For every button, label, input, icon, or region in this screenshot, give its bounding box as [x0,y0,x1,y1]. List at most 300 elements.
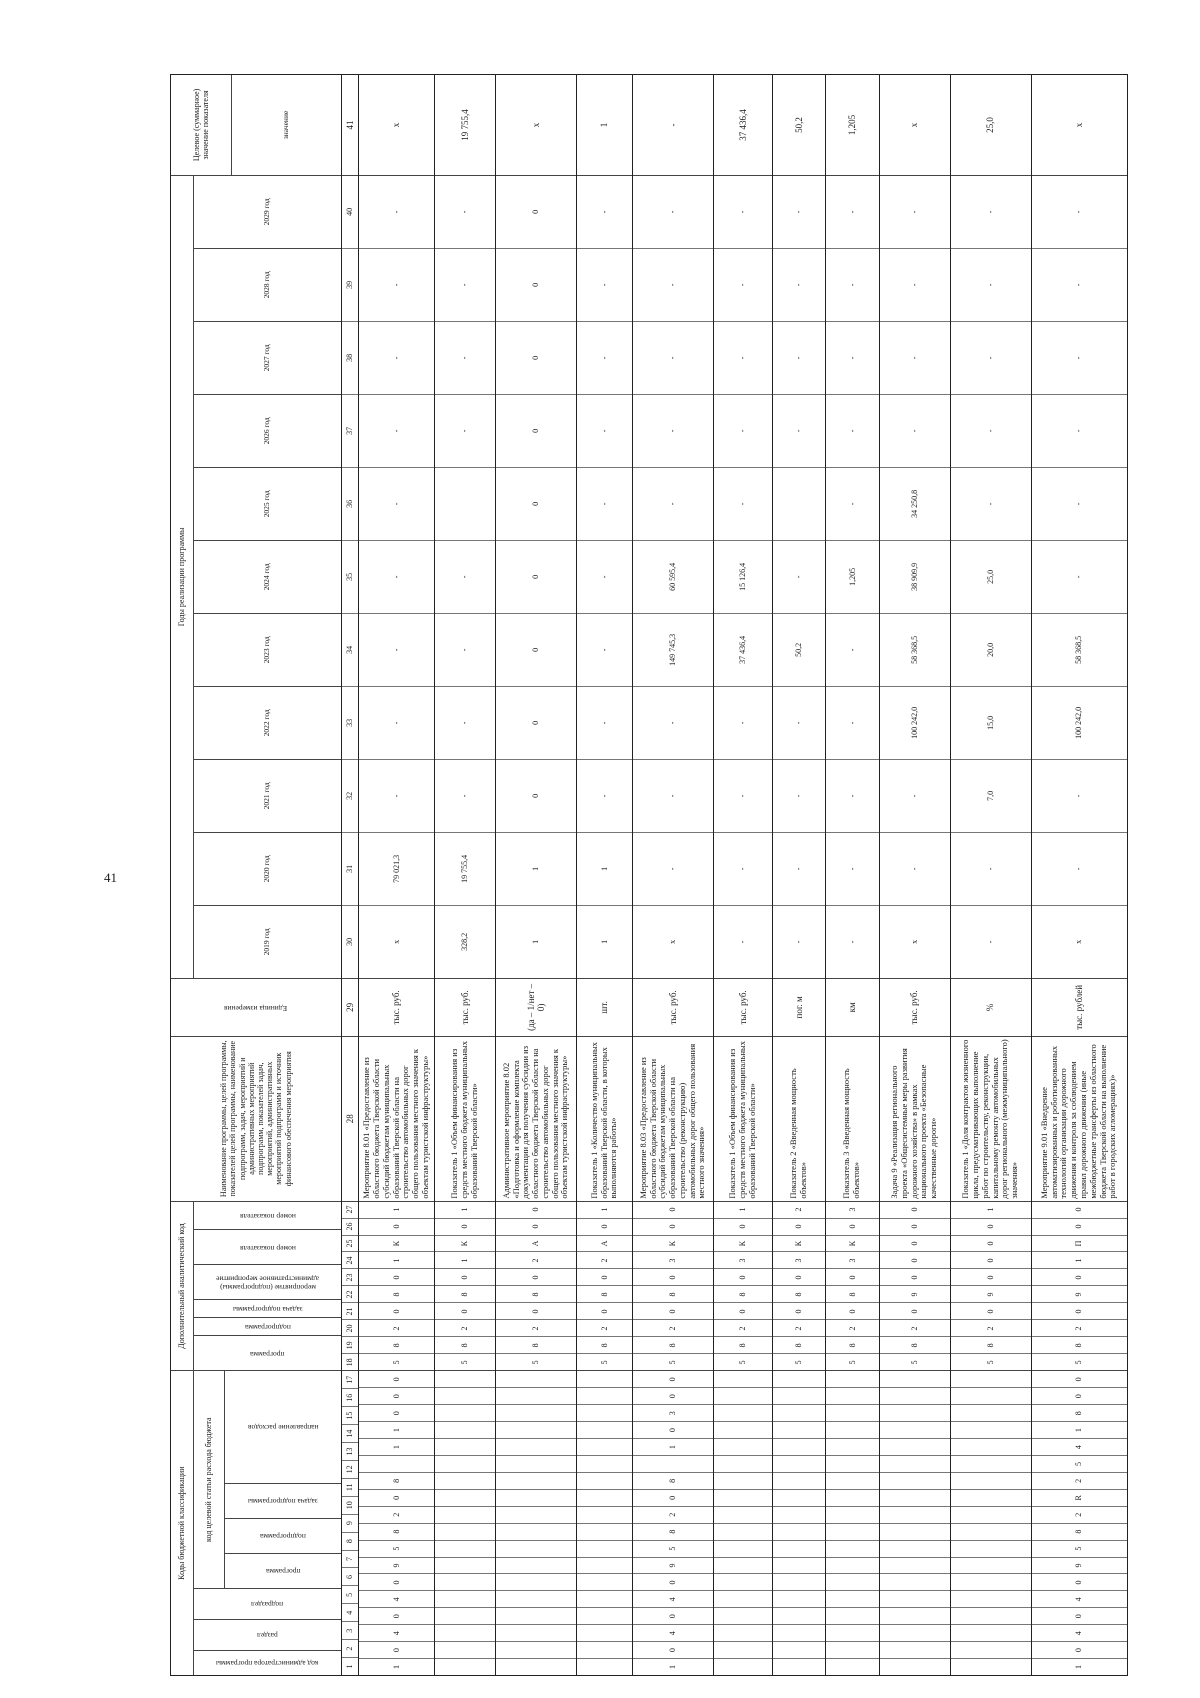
col-num-kbk-digit: 2 [342,1639,358,1657]
year-value-digit: - [773,248,826,321]
kbk-code-digit [714,1489,772,1506]
extra-code [951,1201,1031,1371]
col-num-extra-digit: 20 [342,1319,358,1336]
year-value-digit: - [435,321,495,394]
extra-code-digit: 0 [714,1302,772,1319]
kbk-code-digit [577,1540,632,1557]
kbk-code-digit [826,1624,879,1641]
kbk-code-digit [577,1573,632,1590]
table-row [714,74,773,1676]
kbk-code-digit [577,1607,632,1624]
kbk-code-digit: 0 [1074,1377,1084,1382]
kbk-code-digit [577,1438,632,1455]
kbk-code-digit [714,1387,772,1404]
kbk-code-digit: 5 [633,1540,713,1557]
row-target: 37 436,4 [737,109,748,141]
extra-code-digit: 2 [1032,1319,1127,1336]
col-num-years-digit: 30 [342,905,358,978]
year-value-digit: - [577,467,632,540]
year-label: 2021 год [194,759,341,832]
extra-code-digit: 0 [359,1218,434,1235]
extra-code-digit: 0 [951,1302,1031,1319]
extra-code-digit: 5 [496,1353,576,1370]
extra-code-digit: 0 [826,1218,879,1235]
kbk-code-digit [435,1658,495,1675]
kbk-code-digit: 0 [391,1377,401,1382]
year-value-digit: - [359,248,434,321]
year-value-digit: 0 [496,394,576,467]
kbk-code-digit [714,1590,772,1607]
extra-code-digit: 8 [826,1285,879,1302]
col-num-extra-digit: 19 [342,1336,358,1353]
extra-code-digit: 8 [714,1336,772,1353]
year-value-digit: - [633,759,713,832]
row-target: 1 [599,122,610,128]
extra-code-digit: 0 [1074,1207,1084,1212]
extra-code-digit: 0 [435,1268,495,1285]
year-value-digit: - [1032,540,1127,613]
kbk-code-digit: 0 [1032,1607,1127,1624]
kbk-code-digit [880,1472,950,1489]
year-value-digit: 79 021,3 [359,832,434,905]
kbk-code-digit [880,1607,950,1624]
year-value-digit [773,467,826,540]
year-value [951,175,1031,978]
kbk-code-digit [951,1404,1031,1421]
row-unit: тыс. руб. [359,978,434,1036]
extra-code-digit: 0 [773,1302,826,1319]
extra-code-digit: 0 [1032,1302,1127,1319]
kbk-code-digit: 1 [633,1658,713,1675]
kbk-code [826,1370,879,1675]
extra-code-digit: П [1032,1235,1127,1252]
extra-code [496,1201,576,1371]
extra-code-digit: 8 [359,1285,434,1302]
kbk-code [1032,1370,1127,1675]
col-num-kbk-digit: 14 [342,1424,358,1442]
kbk-prog-label: программа [265,1567,301,1577]
kbk-code-digit: 0 [359,1489,434,1506]
unit-header: Единица измерения [171,978,341,1036]
year-value-digit: - [435,540,495,613]
kbk-code-digit: 1 [1032,1421,1127,1438]
extra-code-digit: 0 [633,1218,713,1235]
kbk-code-digit: 4 [633,1624,713,1641]
kbk-code-digit [714,1472,772,1489]
kbk-code-digit: 0 [359,1607,434,1624]
extra-code-digit: 8 [496,1336,576,1353]
kbk-code [359,1370,434,1675]
extra-code-digit: 3 [773,1252,826,1269]
extra-code-digit: 0 [880,1252,950,1269]
extra-code-digit: 0 [773,1268,826,1285]
kbk-code-digit [496,1624,576,1641]
kbk-code-digit [714,1540,772,1557]
col-num-kbk-digit: 17 [345,1375,355,1384]
extra-code-digit: 2 [435,1319,495,1336]
years-group-label: Годы реализации программы [171,176,194,978]
row-name: Показатель 1 «Объем финансирования из средств местного бюджета муниципальных образований Тверской области» [714,1036,772,1201]
extra-code-digit: 5 [435,1353,495,1370]
extra-code-digit: 5 [714,1353,772,1370]
kbk-code-digit: 0 [359,1573,434,1590]
kbk-code-digit [826,1371,879,1387]
kbk-code-digit [577,1641,632,1658]
year-value-digit: 328,2 [435,905,495,978]
kbk-code-digit [880,1540,950,1557]
kbk-code-digit [951,1658,1031,1675]
year-value-digit: 100 242,0 [880,686,950,759]
year-value-digit: - [460,210,470,214]
kbk-code-digit [435,1404,495,1421]
year-value-digit: - [951,905,1031,978]
kbk-code-digit [714,1455,772,1472]
year-value-digit: х [359,905,434,978]
kbk-code-digit [773,1489,826,1506]
kbk-admin-label: код администратора программы [216,1659,319,1669]
extra-code-digit: 9 [951,1285,1031,1302]
kbk-code-digit [880,1371,950,1387]
row-target: х [909,122,920,128]
year-value [435,175,495,978]
year-value-digit: - [714,467,772,540]
year-value-digit: - [633,394,713,467]
year-value-digit: - [714,832,772,905]
kbk-code-digit [826,1573,879,1590]
year-label: 2019 год [194,905,341,978]
extra-code-digit: 8 [773,1285,826,1302]
kbk-code-digit: 4 [359,1590,434,1607]
col-num-extra [342,1201,358,1371]
kbk-code-digit [496,1573,576,1590]
year-label: 2028 год [194,248,341,321]
kbk-code-digit: 5 [1032,1455,1127,1472]
kbk-code-digit [435,1489,495,1506]
kbk-code-digit [826,1489,879,1506]
kbk-code-digit [880,1404,950,1421]
kbk-code-digit [880,1506,950,1523]
extra-code [714,1201,772,1371]
kbk-code-digit [951,1573,1031,1590]
kbk-code-digit: 4 [359,1624,434,1641]
year-value-digit: 100 242,0 [1032,686,1127,759]
kbk-code-digit [951,1540,1031,1557]
kbk-code-digit [773,1624,826,1641]
year-value-digit: 1 [496,905,576,978]
extra-code-digit: 9 [1032,1285,1127,1302]
kbk-code-digit [951,1607,1031,1624]
kbk-code-digit [951,1624,1031,1641]
kbk-code-digit [951,1455,1031,1472]
kbk-code [633,1370,713,1675]
year-value-digit: - [880,759,950,832]
extra-code-digit: 0 [435,1302,495,1319]
kbk-code-digit: 0 [633,1387,713,1404]
kbk-code [951,1370,1031,1675]
kbk-code-digit [880,1573,950,1590]
kbk-code-digit [577,1557,632,1574]
year-value-digit: 149 745,3 [633,613,713,686]
kbk-code-digit [826,1540,879,1557]
kbk-code-digit: R [1032,1489,1127,1506]
extra-code-digit: 2 [880,1319,950,1336]
target-group-label: Целевое (суммарное) значение показателя [171,75,232,175]
year-value [826,175,879,978]
extra-code-digit: 0 [496,1268,576,1285]
col-num-years-digit: 39 [342,248,358,321]
extra-code-digit: 8 [496,1285,576,1302]
extra-prog-label: программа [250,1349,285,1359]
extra-code-digit: 5 [880,1353,950,1370]
year-label: 2024 год [194,540,341,613]
kbk-code-digit [880,1557,950,1574]
extra-code [633,1201,713,1371]
kbk-code-digit [496,1371,576,1387]
kbk-code-digit [714,1506,772,1523]
kbk-code-digit: 4 [1032,1438,1127,1455]
year-value-digit: - [773,540,826,613]
kbk-code-digit: 0 [633,1489,713,1506]
extra-code-digit: 0 [668,1207,678,1212]
extra-task-label: задача подпрограммы [232,1305,303,1315]
col-num-extra-digit: 23 [342,1268,358,1285]
extra-code-digit: 2 [577,1252,632,1269]
extra-code-digit: 5 [633,1353,713,1370]
extra-code-digit: 2 [633,1319,713,1336]
year-value-digit: - [577,248,632,321]
extra-code-digit: 0 [577,1218,632,1235]
kbk-code-digit: 1 [633,1438,713,1455]
year-value-digit: - [909,210,919,214]
extra-code-digit: 0 [826,1302,879,1319]
col-num-kbk-digit: 1 [342,1657,358,1675]
year-value-digit: - [435,613,495,686]
kbk-code-digit: 0 [633,1573,713,1590]
table-row [359,74,435,1676]
col-num-name: 28 [342,1036,358,1201]
year-value-digit: - [577,321,632,394]
year-value-digit: - [1032,832,1127,905]
year-value-digit: - [773,905,826,978]
row-name: Показатель 1 «Доля контрактов жизненного цикла, предусматривающих выполнение работ по строительству, реконструкции, капитальному ремонту автомобильных дорог регионального (межмуниципального) значения» [951,1036,1031,1201]
extra-code-digit: 8 [435,1336,495,1353]
kbk-code-digit [773,1455,826,1472]
extra-code-digit: 0 [1032,1218,1127,1235]
kbk-code-digit [496,1387,576,1404]
extra-code-digit: 5 [773,1353,826,1370]
extra-code-digit: 1 [1032,1252,1127,1269]
extra-code-digit: 0 [951,1235,1031,1252]
extra-code-digit: 0 [773,1218,826,1235]
row-unit: % [951,978,1031,1036]
year-label: 2027 год [194,321,341,394]
kbk-code-digit: 1 [1032,1658,1127,1675]
col-num-kbk-digit: 10 [342,1496,358,1514]
kbk-code-digit [435,1624,495,1641]
year-value-digit: - [359,394,434,467]
kbk-code-digit [880,1590,950,1607]
kbk-code-digit [880,1523,950,1540]
year-value-digit: 0 [496,248,576,321]
year-value-digit: - [435,759,495,832]
kbk-code-digit [951,1472,1031,1489]
kbk-code-digit: 8 [359,1472,434,1489]
year-value-digit: - [826,613,879,686]
col-num-kbk-digit: 11 [342,1478,358,1496]
kbk-code-digit [496,1641,576,1658]
row-name: Мероприятие 8.03 «Предоставление из областного бюджета Тверской области субсидий бюджетам муниципальных образований Тверской области на строительство (реконструкцию) автомобильных дорог общего пользования местного значения» [633,1036,713,1201]
kbk-code-digit [496,1455,576,1472]
year-value-digit: - [714,248,772,321]
extra-code-digit: 0 [496,1302,576,1319]
kbk-code-digit: 0 [1032,1573,1127,1590]
name-header: Наименование программы, целей программы, показателей целей программы, наименование подпрограмм, задач, мероприятий и административных мероприятий подпрограмм, показателей задач, мероприятий, административных мероприятий подпрограмм и источник финансового обеспечения мероприятия [171,1036,341,1201]
row-unit: (да – 1/нет – 0) [496,978,576,1036]
extra-code-digit: К [826,1235,879,1252]
year-value-digit: 1,205 [826,540,879,613]
col-num-kbk-digit: 5 [342,1585,358,1603]
row-target: 1,205 [847,114,858,136]
year-value-digit: - [951,394,1031,467]
page-number: 41 [104,870,117,885]
kbk-code-digit: 5 [359,1540,434,1557]
extra-code [880,1201,950,1371]
year-value-digit: 1 [577,832,632,905]
table-row [880,74,951,1676]
row-target: - [667,123,678,127]
kbk-code-digit [435,1573,495,1590]
year-label: 2023 год [194,613,341,686]
extra-code-digit: 0 [577,1302,632,1319]
year-value-digit: - [714,394,772,467]
kbk-code-digit [435,1607,495,1624]
kbk-code-digit [773,1438,826,1455]
kbk-code-digit: 2 [1032,1506,1127,1523]
year-value [577,175,632,978]
kbk-code-digit [577,1421,632,1438]
year-value-digit: - [1032,467,1127,540]
year-value-digit: - [826,686,879,759]
year-value-digit: - [951,467,1031,540]
extra-code-digit: 2 [496,1319,576,1336]
kbk-code-digit [496,1590,576,1607]
year-value-digit: 0 [531,209,541,214]
kbk-code [496,1370,576,1675]
kbk-code-digit: 9 [359,1557,434,1574]
col-num-years-digit: 37 [342,394,358,467]
kbk-code-digit: 2 [359,1506,434,1523]
year-value-digit: - [714,686,772,759]
extra-code-digit: 0 [951,1268,1031,1285]
col-num-years-digit: 40 [345,207,355,216]
kbk-code-digit: 0 [1032,1387,1127,1404]
year-value-digit: - [359,759,434,832]
kbk-code-digit: 9 [633,1557,713,1574]
year-value [880,175,950,978]
extra-code-digit: 8 [773,1336,826,1353]
extra-kind-label: номер показателя [239,1243,296,1253]
year-value-digit: - [714,759,772,832]
kbk-code-digit: 5 [1032,1540,1127,1557]
kbk-code-digit [773,1590,826,1607]
extra-code [1032,1201,1127,1371]
kbk-code-digit [773,1573,826,1590]
kbk-code-digit [951,1489,1031,1506]
extra-code-digit: 1 [599,1207,609,1212]
kbk-code-digit [496,1489,576,1506]
year-value-digit: - [633,248,713,321]
extra-code-digit: А [496,1235,576,1252]
year-value-digit: 34 250,8 [880,467,950,540]
extra-code [826,1201,879,1371]
extra-code-digit: 0 [714,1218,772,1235]
table-header-row [170,74,342,1676]
extra-code-digit: 5 [826,1353,879,1370]
table-row [577,74,633,1676]
year-value-digit: - [826,467,879,540]
kbk-razdel-label: раздел [257,1631,278,1641]
col-num-years-digit: 35 [342,540,358,613]
year-value-digit: 37 436,4 [714,613,772,686]
kbk-code-digit [714,1641,772,1658]
year-value-digit: - [391,210,401,214]
kbk-code-digit: 8 [1032,1404,1127,1421]
kbk-code-digit [577,1404,632,1421]
kbk-code-digit [880,1658,950,1675]
kbk-code-digit [496,1557,576,1574]
year-value-digit: 50,2 [773,613,826,686]
kbk-code-digit [577,1658,632,1675]
col-num-kbk [342,1370,358,1675]
year-value [1032,175,1127,978]
kbk-code-digit: 0 [359,1387,434,1404]
kbk-code-digit: 0 [359,1404,434,1421]
extra-code-digit: 3 [826,1252,879,1269]
kbk-code-digit: 0 [1032,1641,1127,1658]
col-num-kbk-digit: 13 [342,1442,358,1460]
kbk-code-digit: 0 [633,1641,713,1658]
kbk-code-digit [435,1641,495,1658]
kbk-code-digit [773,1421,826,1438]
col-num-extra-digit: 21 [342,1302,358,1319]
year-value-digit: - [668,210,678,214]
kbk-code [714,1370,772,1675]
col-num-years [342,175,358,978]
extra-code-digit: 8 [880,1336,950,1353]
col-num-years-digit: 31 [342,832,358,905]
extra-code-digit: 2 [496,1252,576,1269]
col-num-kbk-digit: 3 [342,1621,358,1639]
extra-code-digit: 2 [826,1319,879,1336]
year-value-digit: - [359,321,434,394]
table-row [1032,74,1128,1676]
kbk-code-digit [496,1438,576,1455]
kbk-code-digit [496,1607,576,1624]
kbk-code-digit [496,1523,576,1540]
extra-code-digit: 8 [951,1336,1031,1353]
kbk-code-digit [714,1371,772,1387]
extra-code-digit: 5 [1032,1353,1127,1370]
year-value-digit: 7,0 [951,759,1031,832]
target-value-label: значение [281,110,291,140]
table-row [633,74,714,1676]
row-unit: тыс. рублей [1032,978,1127,1036]
year-value-digit: - [633,832,713,905]
year-label: 2025 год [194,467,341,540]
kbk-code-digit [714,1557,772,1574]
year-value-digit: - [577,686,632,759]
program-table [170,74,1189,1676]
